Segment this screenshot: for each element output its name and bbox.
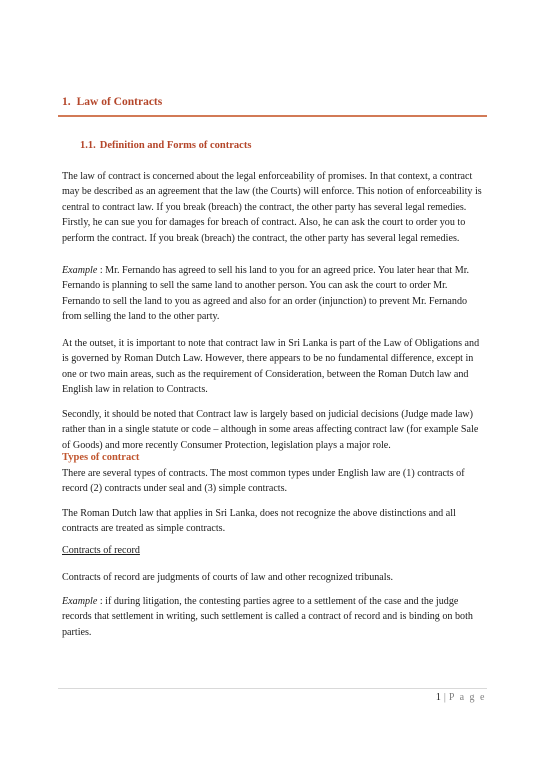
section-title: Law of Contracts <box>76 96 163 108</box>
subsection-heading <box>80 140 251 151</box>
paragraph-example-litigation <box>62 594 486 640</box>
page-footer <box>436 692 486 703</box>
section-heading <box>62 96 162 108</box>
paragraph-text: There are several types of contracts. The most common types under English law are (1) contracts of record (2) contracts under seal and (3) simple contracts. <box>62 468 465 495</box>
paragraph-text <box>62 594 486 640</box>
subsection-number: 1.1. <box>80 140 96 151</box>
paragraph-judicial-decisions <box>62 407 486 453</box>
paragraph-text: Secondly, it should be noted that Contract law is largely based on judicial decisions (Judge made law) rather than in a single statute or code – although in some areas affecting contract law (for example Sale of Goods) and more recently Consumer Protection, legislation plays a major role. <box>62 409 479 451</box>
page-number: 1 <box>435 692 441 703</box>
paragraph-roman-dutch-law <box>62 336 486 398</box>
paragraph-text: Contracts of record are judgments of courts of law and other recognized tribunals. <box>62 572 394 583</box>
example-label: Example <box>62 265 98 276</box>
page-label: P a g e <box>448 692 486 703</box>
heading-divider <box>58 115 487 117</box>
types-of-contract-heading: Types of contract <box>62 452 140 463</box>
example-text: : Mr. Fernando has agreed to sell his land to you for an agreed price. You later hear that Mr. Fernando is planning to sell the same land to another person. You can ask the court to order Mr. Fernando to sell the land to you as agreed and also for an order (injunction) to prevent Mr. Fernando from selling the land to the other party. <box>62 265 470 323</box>
subsection-title: Definition and Forms of contracts <box>99 140 252 151</box>
footer-separator: | <box>443 692 446 703</box>
paragraph-definition <box>62 169 486 246</box>
paragraph-record-definition <box>62 570 486 585</box>
example-label: Example <box>62 596 98 607</box>
contracts-of-record-heading: Contracts of record <box>62 545 140 556</box>
section-number: 1. <box>62 96 71 108</box>
footer-divider <box>58 688 487 689</box>
paragraph-text <box>62 263 486 325</box>
paragraph-text: At the outset, it is important to note that contract law in Sri Lanka is part of the Law of Obligations and is governed by Roman Dutch Law. However, there appears to be no fundamental difference, except in one or two main areas, such as the requirement of Consideration, between the Roman Dutch law and English law in relation to Contracts. <box>62 338 480 396</box>
paragraph-text: The law of contract is concerned about the legal enforceability of promises. In that context, a contract may be described as an agreement that the law (the Courts) will enforce. This notion of enforceability is central to contract law. If you break (breach) the contract, the other party has several legal remedies. Firstly, he can sue you for damages for breach of contract. Also, he can ask the court to order you to perform the contract. If you break (breach) the contract, the other party has several legal remedies. <box>62 171 482 244</box>
example-text: : if during litigation, the contesting parties agree to a settlement of the case and the judge records that settlement in writing, such settlement is called a contract of record and is binding on both parties. <box>62 596 473 638</box>
paragraph-sri-lanka <box>62 506 486 537</box>
paragraph-example-fernando <box>62 263 486 325</box>
paragraph-types <box>62 466 486 497</box>
paragraph-text: The Roman Dutch law that applies in Sri Lanka, does not recognize the above distinctions and all contracts are treated as simple contracts. <box>62 508 456 535</box>
